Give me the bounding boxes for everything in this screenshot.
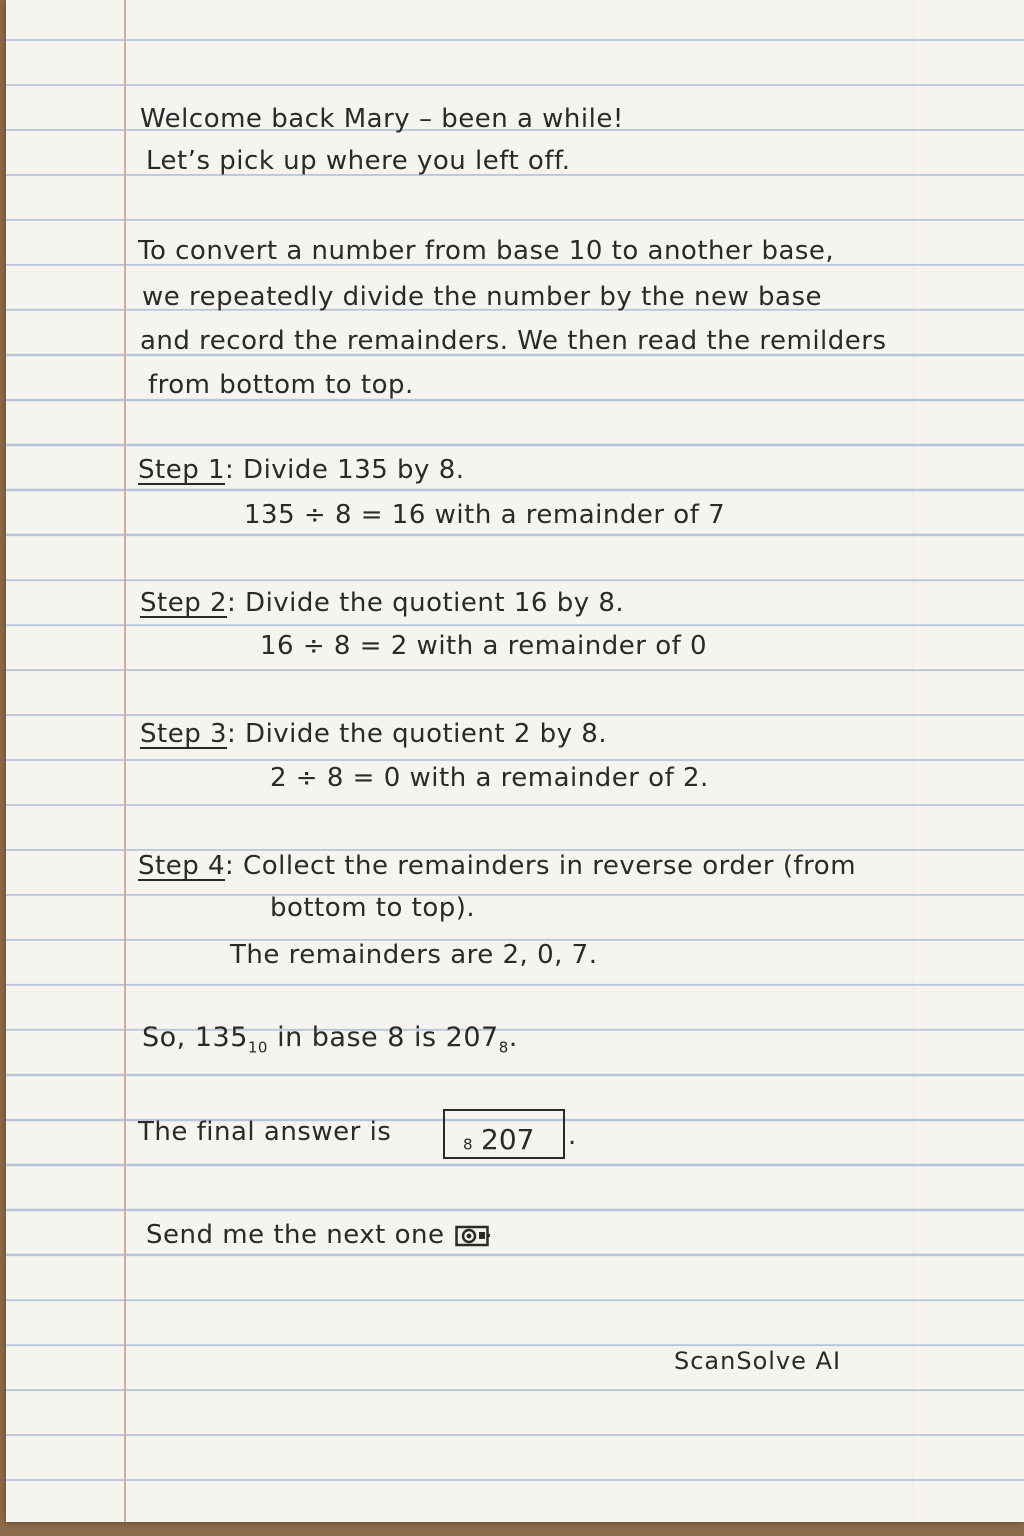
step-3-work: 2 ÷ 8 = 0 with a remainder of 2. xyxy=(270,763,709,793)
step-1-heading: Step 1: Divide 135 by 8. xyxy=(138,455,465,485)
final-answer-period: . xyxy=(568,1121,577,1151)
intro-line-4: from bottom to top. xyxy=(148,370,414,400)
step-1-label: Step 1 xyxy=(138,455,226,485)
step-3-label: Step 3 xyxy=(140,719,228,749)
step-1-title: Divide 135 by 8. xyxy=(243,455,465,485)
step-4-title: Collect the remainders in reverse order (from xyxy=(243,851,857,881)
step-2-label: Step 2 xyxy=(140,588,228,618)
step-2-work: 16 ÷ 8 = 2 with a remainder of 0 xyxy=(260,631,708,661)
intro-line-1: To convert a number from base 10 to another base, xyxy=(138,236,835,266)
final-answer-value: 207 $_8$ xyxy=(463,1123,535,1156)
step-2-title: Divide the quotient 16 by 8. xyxy=(245,588,625,618)
intro-line-2: we repeatedly divide the number by the new base xyxy=(142,282,822,312)
camera-icon xyxy=(455,1224,491,1248)
margin-line xyxy=(124,0,126,1522)
step-3-title: Divide the quotient 2 by 8. xyxy=(245,719,608,749)
greeting-line-1: Welcome back Mary – been a while! xyxy=(140,104,624,134)
step-4-heading: Step 4: Collect the remainders in reverse order (from xyxy=(138,851,857,881)
step-4-title-cont: bottom to top). xyxy=(270,893,476,923)
final-answer-box xyxy=(443,1109,565,1159)
step-3-heading: Step 3: Divide the quotient 2 by 8. xyxy=(140,719,608,749)
step-4-label: Step 4 xyxy=(138,851,226,881)
cta-text: Send me the next one xyxy=(146,1220,445,1250)
step-4-work: The remainders are 2, 0, 7. xyxy=(230,940,598,970)
brand-signature: ScanSolve AI xyxy=(674,1347,842,1375)
step-1-work: 135 ÷ 8 = 16 with a remainder of 7 xyxy=(244,500,726,530)
greeting-line-2: Let’s pick up where you left off. xyxy=(146,146,571,176)
notebook-page xyxy=(6,0,1024,1522)
step-2-heading: Step 2: Divide the quotient 16 by 8. xyxy=(140,588,625,618)
intro-line-3: and record the remainders. We then read the remilders xyxy=(140,326,887,356)
final-answer-label: The final answer is xyxy=(138,1117,392,1147)
right-margin-line xyxy=(913,0,914,1522)
conclusion-line: So, $135_{10}$ in base 8 is $207_8$. xyxy=(142,1022,518,1057)
